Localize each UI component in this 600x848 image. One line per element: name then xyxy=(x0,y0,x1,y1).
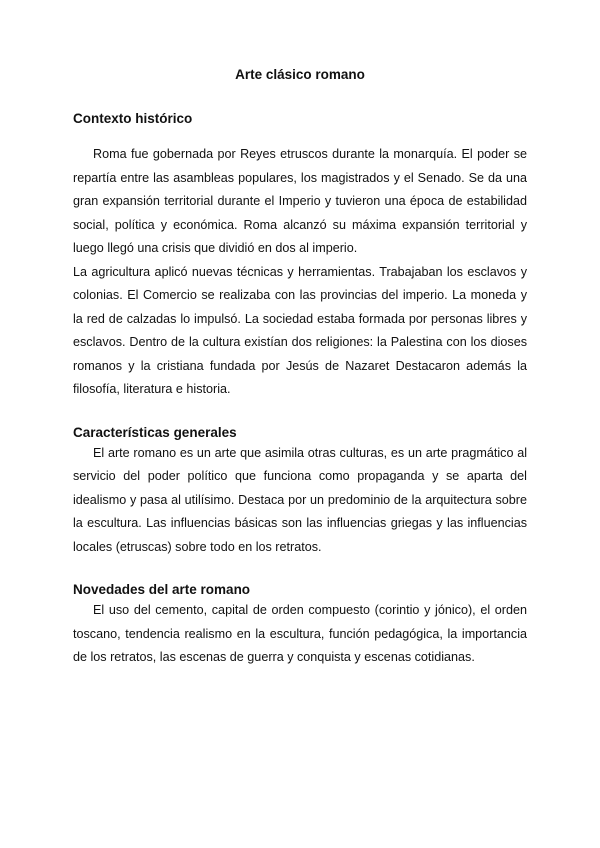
document-page xyxy=(73,66,527,670)
paragraph-caracteristicas-1: El arte romano es un arte que asimila otras culturas, es un arte pragmático al servicio del poder político que funciona como propaganda y se aparta del idealismo y pasa al utilísimo. Destaca por un predominio de la arquitectura sobre la escultura. Las influencias básicas son las influencias griegas y las influencias locales (etruscas) sobre todo en los retratos. xyxy=(73,445,527,554)
document-title: Arte clásico romano xyxy=(235,67,365,82)
paragraph-contexto-1: Roma fue gobernada por Reyes etruscos durante la monarquía. El poder se repartía entre las asambleas populares, los magistrados y el Senado. Se da una gran expansión territorial durante el Imperio y tuvieron una época de estabilidad social, política y económica. Roma alcanzó su máxima expansión territorial y luego llegó una crisis que dividió en dos al imperio. xyxy=(73,147,527,255)
paragraph-contexto-2: La agricultura aplicó nuevas técnicas y herramientas. Trabajaban los esclavos y colonias. El Comercio se realizaba con las provincias del imperio. La moneda y la red de calzadas lo impulsó. La sociedad estaba formada por personas libres y esclavos. Dentro de la cultura existían dos religiones: la Palestina con los dioses romanos y la cristiana fundada por Jesús de Nazaret Destacaron además la filosofía, literatura e historia. xyxy=(73,264,527,396)
section-heading-contexto-historico: Contexto histórico xyxy=(73,111,193,126)
section-heading-caracteristicas-generales: Características generales xyxy=(73,424,237,440)
section-heading-novedades-arte-romano: Novedades del arte romano xyxy=(73,582,251,597)
paragraph-novedades-1: El uso del cemento, capital de orden compuesto (corintio y jónico), el orden toscano, tendencia realismo en la escultura, función pedagógica, la importancia de los retratos, las escenas de guerra y conquista y escenas cotidianas. xyxy=(73,603,527,664)
